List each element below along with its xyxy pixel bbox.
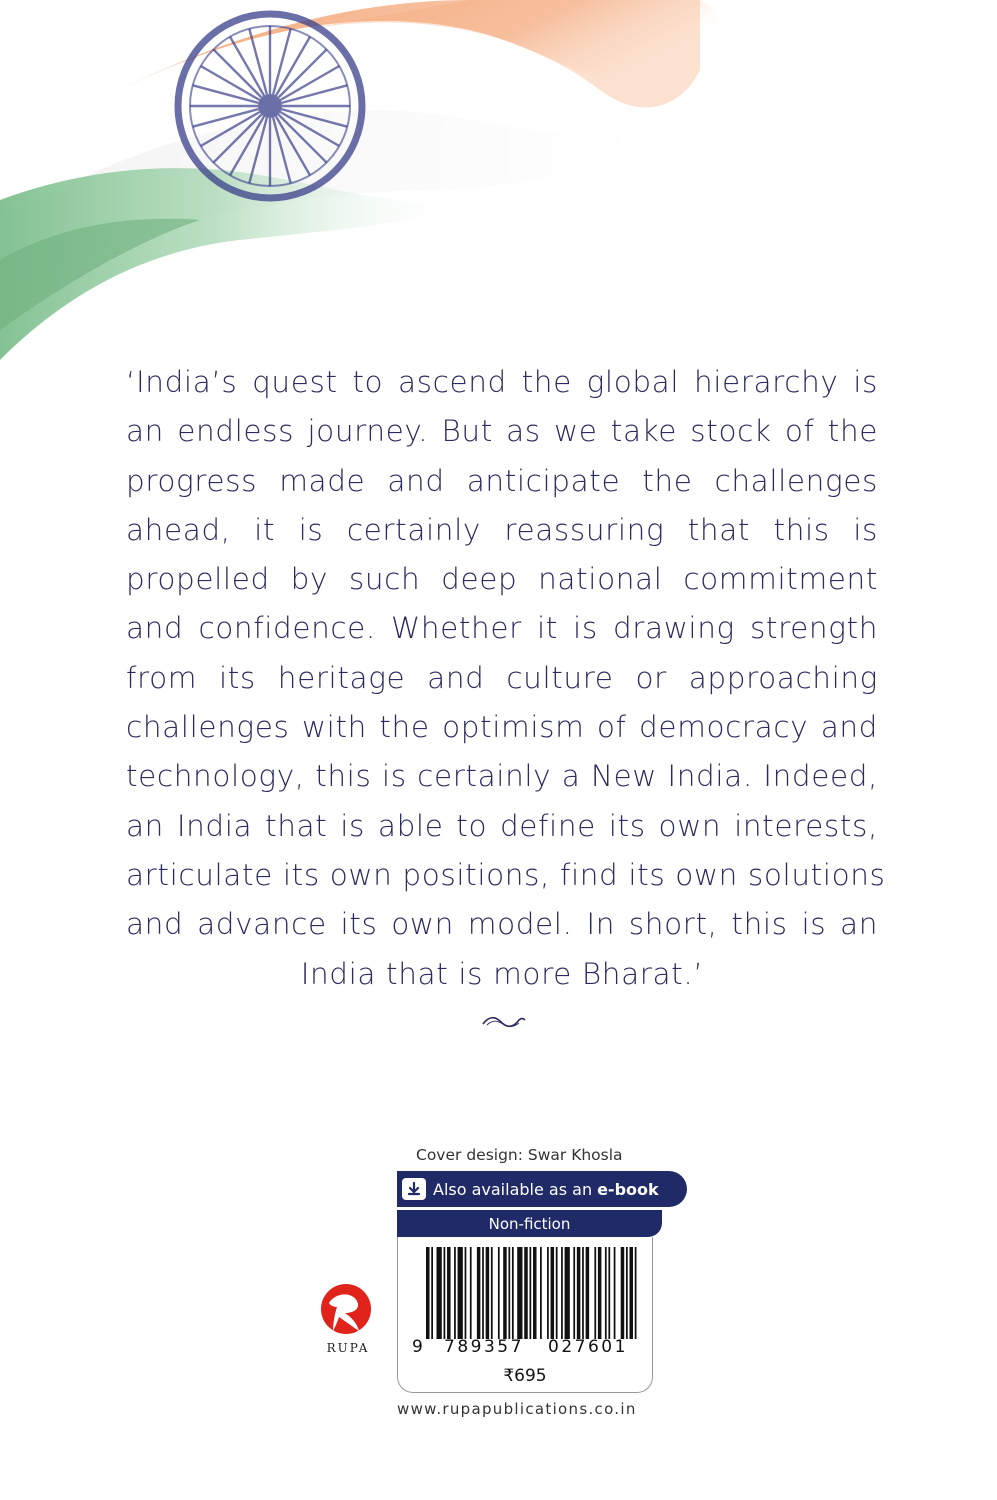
isbn-barcode [426,1247,640,1339]
quote-line: and confidence. Whether it is drawing strength [126,611,878,646]
quote-line: technology, this is certainly a New India. Indeed, [126,759,878,794]
quote-line: India that is more Bharat.’ [300,956,704,991]
publisher-website: www.rupapublications.co.in [397,1400,637,1418]
quote-line: an India that is able to define its own interests, [126,808,878,843]
ebook-text: Also available as an [433,1179,593,1199]
barcode-panel [397,1237,653,1393]
flag-illustration [0,0,997,380]
quote-line: propelled by such deep national commitment [126,562,878,597]
quote-line: from its heritage and culture or approaching [126,660,878,695]
isbn-group-2: 027601 [548,1337,628,1357]
wave-ornament-icon [481,1014,527,1030]
quote-line: and advance its own model. In short, this is an [126,907,878,942]
rupa-logo-icon [315,1283,377,1335]
quote-line: an endless journey. But as we take stock of the [126,414,878,449]
quote-line: ahead, it is certainly reassuring that this is [126,512,878,547]
ebook-availability-badge [397,1171,687,1207]
cover-design-credit: Cover design: Swar Khosla [416,1146,623,1164]
genre-label: Non-fiction [397,1210,662,1237]
isbn-lead-digit: 9 [412,1337,423,1357]
price-label: ₹695 [503,1366,547,1386]
ashoka-chakra-icon [178,14,362,198]
ebook-emphasis: e-book [597,1179,659,1199]
isbn-group-1: 789357 [444,1337,524,1357]
quote-line: challenges with the optimism of democracy and [126,710,878,745]
quote-line: articulate its own positions, find its own solutions [126,857,886,892]
publisher-name: RUPA [326,1341,370,1355]
blurb-quote [126,358,886,999]
download-icon [402,1178,426,1200]
quote-line: progress made and anticipate the challenges [126,463,878,498]
quote-line: ‘India’s quest to ascend the global hierarchy is [126,365,878,399]
